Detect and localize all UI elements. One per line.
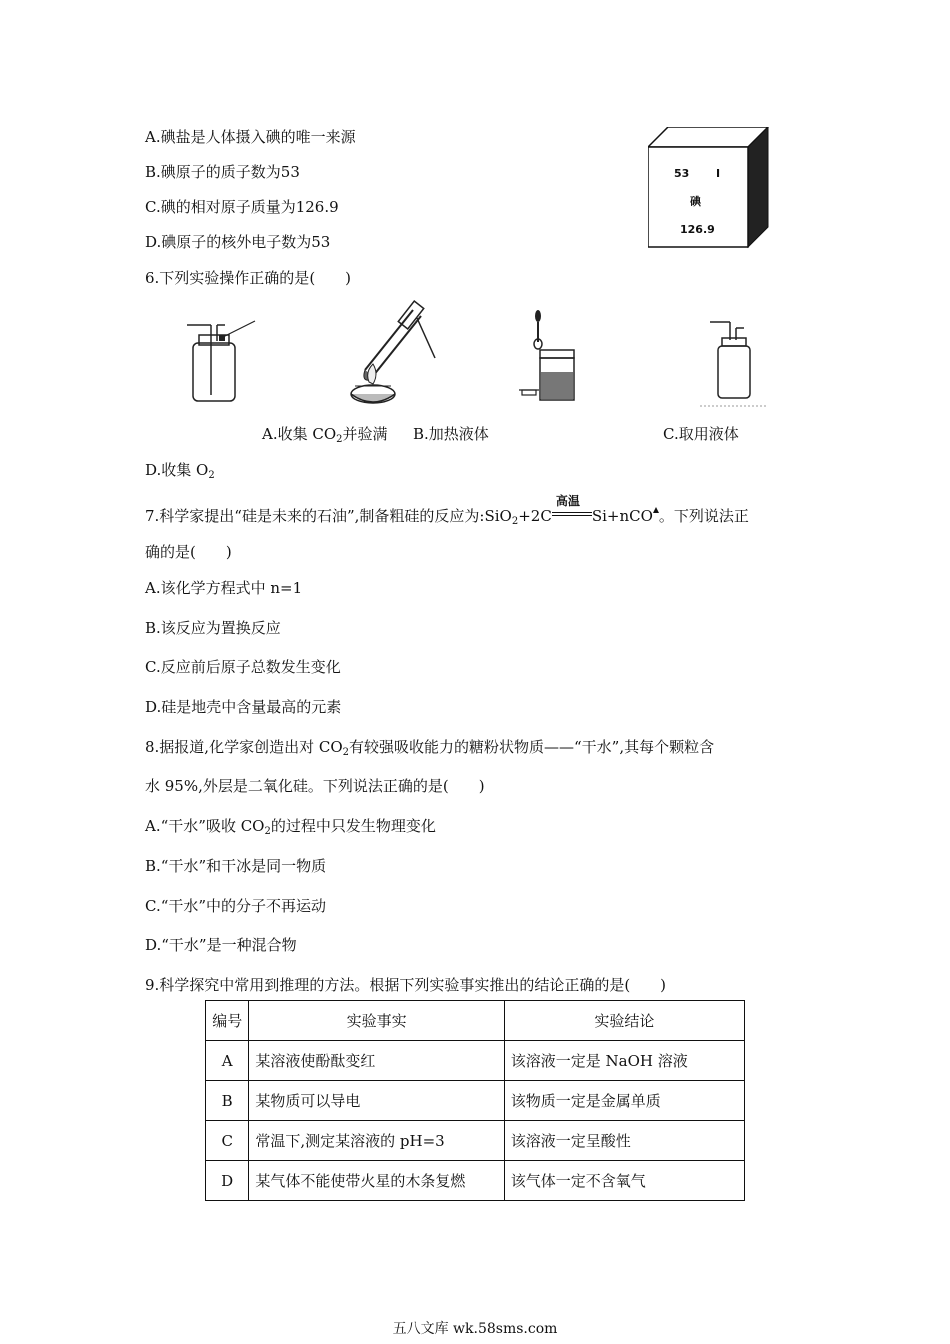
table-cell: 该物质一定是金属单质: [504, 1081, 744, 1121]
q6-option-c: C.取用液体: [663, 425, 739, 443]
apparatus-heat-liquid-icon: [343, 300, 443, 410]
q9-facts-table: [205, 1000, 745, 1201]
table-cell: 常温下,测定某溶液的 pH=3: [249, 1121, 504, 1161]
table-header-cell: 实验事实: [249, 1001, 504, 1041]
q7-stem: 7.科学家提出“硅是未来的石油”,制备粗硅的反应为:SiO$_2$+2C 高温 Si+nCO 。下列说法正: [145, 494, 749, 527]
apparatus-collect-co2-icon: [185, 315, 265, 405]
element-name: 碘: [690, 195, 701, 208]
q7-option-b: B.该反应为置换反应: [145, 619, 281, 637]
element-mass: 126.9: [680, 223, 715, 236]
table-cell: D: [206, 1161, 249, 1201]
apparatus-collect-o2-icon: [700, 318, 770, 410]
q8-option-b: B.“干水”和干冰是同一物质: [145, 857, 327, 875]
page-footer: 五八文库 wk.58sms.com: [392, 1321, 558, 1337]
q7-option-d: D.硅是地壳中含量最高的元素: [145, 698, 342, 716]
q7-stem-line2: 确的是( ): [145, 543, 232, 561]
table-header-cell: 实验结论: [504, 1001, 744, 1041]
table-cell: 该溶液一定呈酸性: [504, 1121, 744, 1161]
table-row: [206, 1161, 745, 1201]
q6-stem: 6.下列实验操作正确的是( ): [145, 269, 352, 287]
element-card-iodine: [648, 127, 768, 249]
q6-option-a: A.收集 $CO_2$并验满: [262, 425, 388, 445]
table-cell: C: [206, 1121, 249, 1161]
q5-option-c: C.碘的相对原子质量为126.9: [145, 198, 339, 216]
table-cell: A: [206, 1041, 249, 1081]
element-number: 53: [674, 167, 690, 180]
table-cell: 该气体一定不含氧气: [504, 1161, 744, 1201]
element-symbol: I: [716, 167, 721, 180]
table-cell: B: [206, 1081, 249, 1121]
table-row: [206, 1121, 745, 1161]
apparatus-dropper-bottle-icon: [518, 308, 578, 403]
q6-option-b: B.加热液体: [413, 425, 489, 443]
q7-option-a: A.该化学方程式中 n=1: [145, 579, 303, 597]
table-cell: 某溶液使酚酞变红: [249, 1041, 504, 1081]
q7-option-c: C.反应前后原子总数发生变化: [145, 658, 341, 676]
q9-stem: 9.科学探究中常用到推理的方法。根据下列实验事实推出的结论正确的是( ): [145, 976, 667, 994]
q5-option-a: A.碘盐是人体摄入碘的唯一来源: [145, 128, 356, 146]
table-cell: 某气体不能使带火星的木条复燃: [249, 1161, 504, 1201]
q5-option-b: B.碘原子的质子数为53: [145, 163, 300, 181]
q8-option-c: C.“干水”中的分子不再运动: [145, 897, 327, 915]
q6-option-d: D.收集 $O_2$: [145, 461, 215, 481]
table-header-cell: 编号: [206, 1001, 249, 1041]
q8-option-a: A.“干水”吸收 $CO_2$的过程中只发生物理变化: [145, 817, 436, 837]
table-cell: 某物质可以导电: [249, 1081, 504, 1121]
table-row: [206, 1081, 745, 1121]
table-row: [206, 1041, 745, 1081]
table-header-row: [206, 1001, 745, 1041]
table-cell: 该溶液一定是 NaOH 溶液: [504, 1041, 744, 1081]
q5-option-d: D.碘原子的核外电子数为53: [145, 233, 331, 251]
reaction-condition: 高温: [552, 507, 592, 521]
q8-option-d: D.“干水”是一种混合物: [145, 936, 297, 954]
q8-stem-line1: 8.据报道,化学家创造出对 $CO_2$有较强吸收能力的糖粉状物质——“干水”,其每个颗粒含: [145, 738, 715, 758]
q8-stem-line2: 水 95%,外层是二氧化硅。下列说法正确的是( ): [145, 777, 485, 795]
